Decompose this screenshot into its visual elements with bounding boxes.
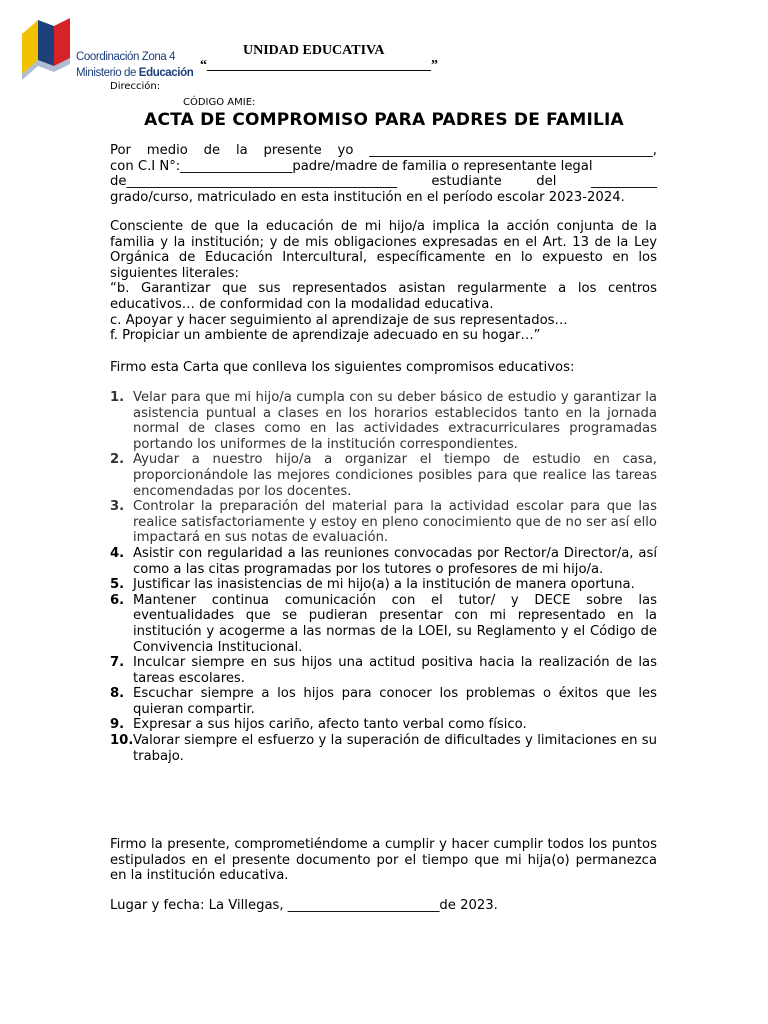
school-name-blank: “________________________________” — [200, 58, 438, 73]
amie-code-label: CÓDIGO AMIE: — [183, 97, 256, 108]
commitments-list-container — [110, 390, 657, 764]
place-date-line: Lugar y fecha: La Villegas, _______________________de 2023. — [110, 898, 498, 913]
commitment-number: 4. — [110, 545, 125, 561]
ecuador-flag-logo-icon — [20, 16, 72, 82]
commitment-text: Inculcar siempre en sus hijos una actitud positiva hacia la realización de las tareas escolares. — [133, 655, 657, 686]
commitment-number: 5. — [110, 577, 125, 593]
closing-paragraph: Firmo la presente, comprometiéndome a cumplir y hacer cumplir todos los puntos estipulados en el presente documento por el tiempo que mi hija(o) permanezca en la institución educativa. — [110, 837, 657, 884]
commitment-text: Valorar siempre el esfuerzo y la superación de dificultades y limitaciones en su trabajo. — [133, 733, 657, 764]
commitment-item — [110, 733, 657, 764]
commitment-text: Velar para que mi hijo/a cumpla con su deber básico de estudio y garantizar la asistencia puntual a clases en los horarios establecidos tanto en la jornada normal de clases como en las actividades extracurriculares programadas portando los uniformes de la institución correspondientes. — [133, 390, 657, 452]
commitment-item — [110, 717, 657, 733]
consciente-text: Consciente de que la educación de mi hijo/a implica la acción conjunta de la familia y la institución; y de mis obligaciones expresadas en el Art. 13 de la Ley Orgánica de Educación Intercultural, específicamente en lo expuesto en los siguientes literales: — [110, 219, 657, 281]
commitment-item — [110, 577, 657, 593]
commitment-text: Escuchar siempre a los hijos para conocer los problemas o éxitos que les quieran compartir. — [133, 686, 657, 717]
literal-f: f. Propiciar un ambiente de aprendizaje adecuado en su hogar…” — [110, 328, 541, 344]
commitment-text: Expresar a sus hijos cariño, afecto tanto verbal como físico. — [133, 717, 527, 733]
commitment-item — [110, 546, 657, 577]
intro-line-3: de_________________________________________ estudiante del __________ — [110, 174, 657, 190]
commitment-number: 10. — [110, 733, 134, 749]
commitment-number: 9. — [110, 717, 125, 733]
consciente-paragraph — [110, 219, 657, 344]
commitment-item — [110, 593, 657, 655]
commitment-item — [110, 655, 657, 686]
logo-text-ministry: Ministerio de Educación — [76, 67, 194, 79]
commitment-item — [110, 452, 657, 499]
commitment-text: Controlar la preparación del material para la actividad escolar para que las realice satisfactoriamente y estoy en pleno conocimiento que de no ser así ello impactará en sus notas de evaluación. — [133, 499, 658, 546]
commitment-item — [110, 390, 657, 452]
literal-c: c. Apoyar y hacer seguimiento al aprendizaje de sus representados… — [110, 312, 568, 328]
commitment-text: Ayudar a nuestro hijo/a a organizar el tiempo de estudio en casa, proporcionándole las mejores condiciones posibles para que realice las tareas encomendadas por los docentes. — [133, 452, 657, 499]
commitment-item — [110, 499, 657, 546]
commitment-text: Asistir con regularidad a las reuniones convocadas por Rector/a Director/a, así como a las citas programadas por los tutores o profesores de mi hijo/a. — [133, 545, 657, 577]
commitment-text: Justificar las inasistencias de mi hijo(a) a la institución de manera oportuna. — [133, 577, 635, 593]
logo-text-zone: Coordinación Zona 4 — [76, 51, 176, 63]
document-title: ACTA DE COMPROMISO PARA PADRES DE FAMILIA — [144, 110, 624, 130]
commitment-item — [110, 686, 657, 717]
intro-line-1: Por medio de la presente yo ___________________________________________, — [110, 143, 657, 158]
firmo-carta-text: Firmo esta Carta que conlleva los siguientes compromisos educativos: — [110, 360, 575, 375]
ministry-logo — [20, 16, 194, 86]
intro-line-4: grado/curso, matriculado en esta institución en el período escolar 2023-2024. — [110, 189, 625, 205]
commitment-number: 8. — [110, 686, 125, 702]
commitment-number: 6. — [110, 592, 125, 608]
intro-line-2: con C.I N°:_________________padre/madre de familia o representante legal — [110, 158, 593, 174]
commitment-number: 1. — [110, 390, 125, 405]
intro-paragraph — [110, 143, 657, 205]
school-title: UNIDAD EDUCATIVA — [243, 43, 385, 58]
direccion-label: Dirección: — [110, 81, 161, 92]
commitment-number: 3. — [110, 499, 125, 515]
literal-b: “b. Garantizar que sus representados asistan regularmente a los centros educativos… de conformidad con la modalidad educativa. — [110, 281, 657, 312]
commitments-list — [110, 390, 657, 764]
commitment-number: 2. — [110, 452, 125, 468]
commitment-number: 7. — [110, 655, 125, 671]
commitment-text: Mantener continua comunicación con el tutor/ y DECE sobre las eventualidades que se pudieran presentar con mi representado en la institución y acogerme a las normas de la LOEI, su Reglamento y el Código de Convivencia Institucional. — [133, 592, 657, 655]
